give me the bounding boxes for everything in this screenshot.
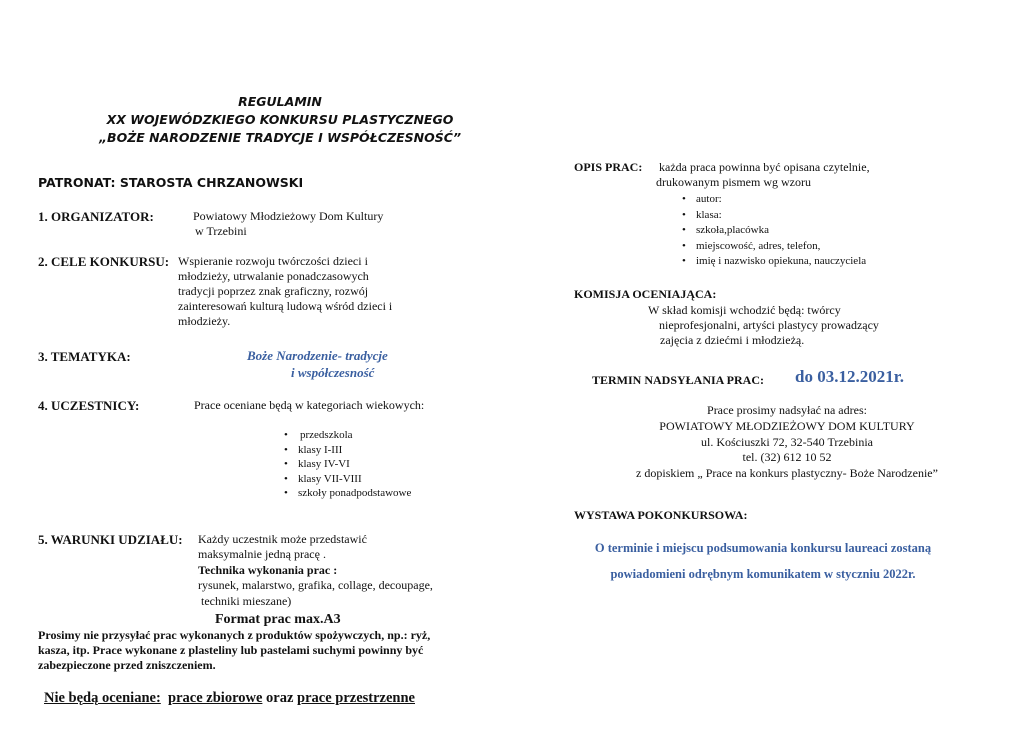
list-item: • klasy VII-VIII: [284, 472, 411, 487]
warunki-label: 5. WARUNKI UDZIAŁU:: [38, 532, 183, 547]
list-item: • szkoły ponadpodstawowe: [284, 486, 411, 501]
tematyka-line-2: i współczesność: [291, 365, 375, 380]
list-item: • autor:: [682, 192, 866, 208]
list-item: • przedszkola: [284, 428, 411, 443]
age-category-list: [284, 428, 411, 501]
cele-line: Wspieranie rozwoju twórczości dzieci i: [178, 254, 368, 268]
opis-line-1: każda praca powinna być opisana czytelnie,: [659, 160, 870, 174]
list-item: • imię i nazwisko opiekuna, nauczyciela: [682, 254, 866, 270]
not-evaluated-label: Nie będą oceniane:: [44, 690, 161, 706]
description-template-list: [682, 192, 866, 270]
list-item: • szkoła,placówka: [682, 223, 866, 239]
collective-works-text: prace zbiorowe: [168, 690, 263, 706]
list-item: • miejscowość, adres, telefon,: [682, 239, 866, 255]
uczestnicy-intro: Prace oceniane będą w kategoriach wiekowych:: [194, 398, 425, 412]
address-line: Prace prosimy nadsyłać na adres:: [707, 403, 867, 417]
format-heading: Format prac max.A3: [215, 612, 341, 627]
organizator-text: [193, 209, 383, 239]
wystawa-line-1: O terminie i miejscu podsumowania konkursu laureaci zostaną: [594, 541, 932, 555]
list-item: • klasa:: [682, 208, 866, 224]
spatial-works-text: prace przestrzenne: [297, 690, 415, 706]
komisja-label: KOMISJA OCENIAJĄCA:: [574, 287, 717, 301]
tematyka-label: 3. TEMATYKA:: [38, 349, 131, 364]
cele-line: młodzieży.: [178, 314, 231, 328]
cele-text: [178, 254, 392, 329]
cele-label: 2. CELE KONKURSU:: [38, 254, 170, 269]
patronat-heading: PATRONAT: STAROSTA CHRZANOWSKI: [38, 175, 304, 190]
title-regulamin: REGULAMIN: [238, 94, 322, 109]
title-contest-subtitle: „BOŻE NARODZENIE TRADYCJE I WSPÓŁCZESNOŚĆ”: [98, 130, 461, 145]
organizator-line: w Trzebini: [195, 224, 247, 238]
organizator-line: Powiatowy Młodzieżowy Dom Kultury: [193, 209, 384, 223]
wystawa-line-2: powiadomieni odrębnym komunikatem w styczniu 2022r.: [610, 567, 916, 581]
cele-line: zainteresowań kulturą ludową wśród dzieci i: [178, 299, 393, 313]
list-item: • klasy IV-VI: [284, 457, 411, 472]
title-contest-name: XX WOJEWÓDZKIEGO KONKURSU PLASTYCZNEGO: [106, 112, 454, 127]
warunki-line-2: maksymalnie jedną pracę .: [198, 547, 326, 561]
uczestnicy-label: 4. UCZESTNICY:: [38, 398, 140, 413]
list-item: • klasy I-III: [284, 443, 411, 458]
address-line: z dopiskiem „ Prace na konkurs plastyczny- Boże Narodzenie”: [636, 466, 938, 481]
technika-line-2: techniki mieszane): [201, 594, 292, 608]
komisja-line-3: zajęcia z dziećmi i młodzieżą.: [660, 333, 805, 347]
mailing-address: [574, 403, 1000, 482]
warunki-line-1: Każdy uczestnik może przedstawić: [198, 532, 367, 546]
note-line: Prosimy nie przysyłać prac wykonanych z produktów spożywczych, np.: ryż,: [38, 628, 431, 642]
cele-line: tradycji poprzez znak graficzny, rozwój: [178, 284, 369, 298]
note-line: kasza, itp. Prace wykonane z plasteliny lub pastelami suchymi powinny być: [38, 643, 424, 657]
technika-line-1: rysunek, malarstwo, grafika, collage, decoupage,: [198, 578, 433, 592]
opis-label: OPIS PRAC:: [574, 160, 643, 174]
food-materials-note: [38, 628, 538, 673]
tematyka-line-1: Boże Narodzenie- tradycje: [247, 348, 388, 363]
komisja-line-1: W skład komisji wchodzić będą: twórcy: [648, 303, 841, 317]
cele-line: młodzieży, utrwalanie ponadczasowych: [178, 269, 369, 283]
termin-label: TERMIN NADSYŁANIA PRAC:: [592, 373, 765, 387]
conjunction-text: oraz: [266, 690, 294, 706]
address-line: ul. Kościuszki 72, 32-540 Trzebinia: [701, 434, 873, 449]
not-evaluated-notice: [44, 689, 415, 707]
organizator-label: 1. ORGANIZATOR:: [38, 209, 154, 224]
technika-label: Technika wykonania prac :: [198, 563, 338, 577]
deadline-date: do 03.12.2021r.: [795, 367, 904, 386]
note-line: zabezpieczone przed zniszczeniem.: [38, 658, 216, 672]
address-line: tel. (32) 612 10 52: [742, 450, 832, 465]
komisja-line-2: nieprofesjonalni, artyści plastycy prowadzący: [659, 318, 879, 332]
address-line: POWIATOWY MŁODZIEŻOWY DOM KULTURY: [659, 418, 915, 433]
opis-line-2: drukowanym pismem wg wzoru: [656, 175, 811, 189]
wystawa-label: WYSTAWA POKONKURSOWA:: [574, 508, 748, 522]
